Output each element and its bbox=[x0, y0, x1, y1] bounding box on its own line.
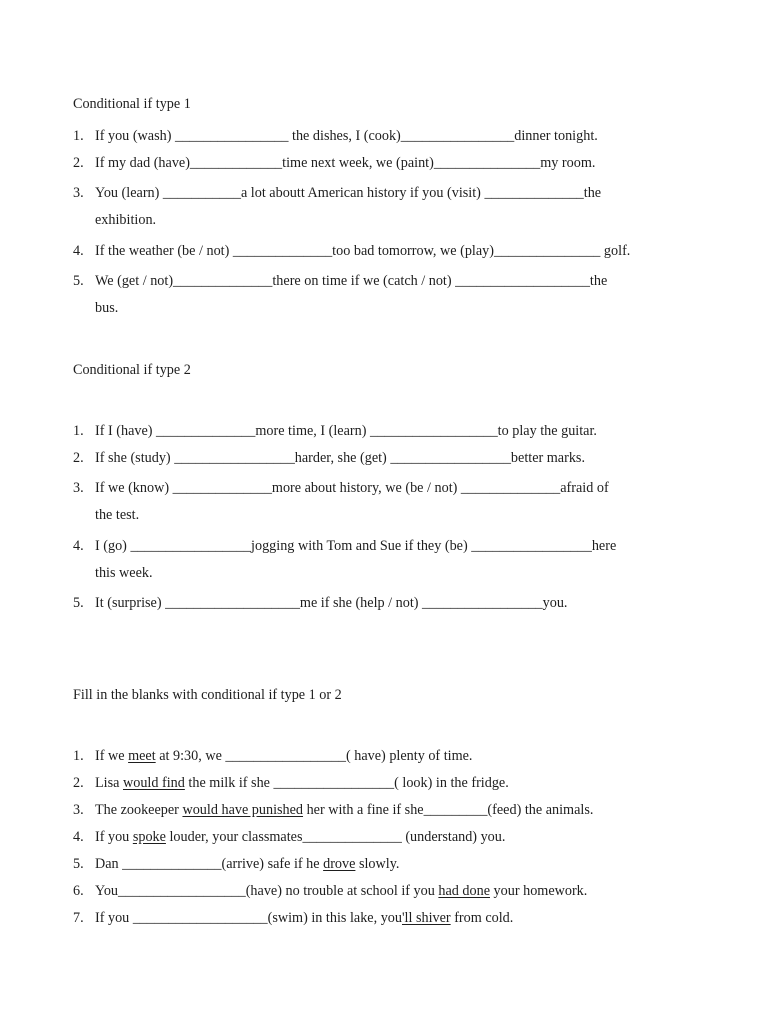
section-3-title: Fill in the blanks with conditional if type 1 or 2 bbox=[73, 687, 342, 703]
item-text-pre: The zookeeper bbox=[95, 802, 183, 818]
item-text: If my dad (have)_____________time next week, we (paint)_______________my room. bbox=[95, 155, 596, 171]
s2-item-2 bbox=[73, 450, 585, 467]
item-underlined-verb: drove bbox=[323, 856, 356, 872]
s1-item-3 bbox=[73, 185, 601, 202]
item-text-post: louder, your classmates______________ (understand) you. bbox=[165, 829, 506, 845]
item-underlined-verb: had done bbox=[438, 883, 490, 899]
item-underlined-verb: would find bbox=[122, 775, 185, 791]
item-number: 3. bbox=[73, 480, 84, 496]
item-underlined-verb: 'll shiver bbox=[401, 910, 451, 926]
item-number: 4. bbox=[73, 243, 84, 259]
s2-item-4 bbox=[73, 538, 616, 555]
s1-item-2 bbox=[73, 155, 595, 172]
s2-item-5 bbox=[73, 595, 567, 612]
item-number: 6. bbox=[73, 883, 84, 899]
s1-item-3-continuation: exhibition. bbox=[95, 212, 157, 228]
item-number: 2. bbox=[73, 450, 84, 466]
s2-item-4-continuation: this week. bbox=[95, 565, 153, 581]
item-text: If I (have) ______________more time, I (learn) __________________to play the guitar. bbox=[95, 423, 597, 439]
s3-item-3 bbox=[73, 802, 593, 819]
item-number: 5. bbox=[73, 856, 84, 872]
s1-item-1 bbox=[73, 128, 598, 145]
s1-item-5 bbox=[73, 273, 607, 290]
s3-item-7 bbox=[73, 910, 513, 927]
item-number: 2. bbox=[73, 775, 84, 791]
item-underlined-verb: meet bbox=[128, 748, 156, 764]
item-number: 1. bbox=[73, 423, 84, 439]
s3-item-6 bbox=[73, 883, 587, 900]
item-text-pre: If you ___________________(swim) in this lake, you bbox=[95, 910, 402, 926]
item-text-pre: Lisa bbox=[95, 775, 123, 791]
s2-item-1 bbox=[73, 423, 597, 440]
item-number: 3. bbox=[73, 185, 84, 201]
item-text-pre: Dan ______________(arrive) safe if he bbox=[95, 856, 324, 872]
item-number: 4. bbox=[73, 829, 84, 845]
s2-item-3 bbox=[73, 480, 609, 497]
item-text: If we (know) ______________more about history, we (be / not) ______________afraid of bbox=[95, 480, 609, 496]
item-text: I (go) _________________jogging with Tom and Sue if they (be) _________________here bbox=[95, 538, 617, 554]
item-text: If the weather (be / not) ______________too bad tomorrow, we (play)_______________ golf. bbox=[95, 243, 631, 259]
item-number: 7. bbox=[73, 910, 84, 926]
item-text-post: from cold. bbox=[450, 910, 514, 926]
item-number: 3. bbox=[73, 802, 84, 818]
s3-item-5 bbox=[73, 856, 399, 873]
item-number: 4. bbox=[73, 538, 84, 554]
item-text: You (learn) ___________a lot aboutt American history if you (visit) ______________the bbox=[95, 185, 602, 201]
item-text-pre: If we bbox=[95, 748, 129, 764]
s3-item-4 bbox=[73, 829, 505, 846]
item-number: 1. bbox=[73, 748, 84, 764]
s3-item-1 bbox=[73, 748, 472, 765]
s1-item-5-continuation: bus. bbox=[95, 300, 119, 316]
item-text: It (surprise) ___________________me if she (help / not) _________________you. bbox=[95, 595, 568, 611]
item-text-post: the milk if she _________________( look) in the fridge. bbox=[184, 775, 509, 791]
item-number: 2. bbox=[73, 155, 84, 171]
item-text: If she (study) _________________harder, she (get) _________________better marks. bbox=[95, 450, 585, 466]
item-underlined-verb: would have punished bbox=[182, 802, 304, 818]
item-text-post: your homework. bbox=[490, 883, 588, 899]
item-text-pre: If you bbox=[95, 829, 133, 845]
item-number: 5. bbox=[73, 273, 84, 289]
section-1-title: Conditional if type 1 bbox=[73, 96, 191, 112]
section-2-title: Conditional if type 2 bbox=[73, 362, 191, 378]
item-text-post: her with a fine if she_________(feed) the animals. bbox=[303, 802, 594, 818]
item-text-post: slowly. bbox=[355, 856, 400, 872]
item-number: 5. bbox=[73, 595, 84, 611]
item-number: 1. bbox=[73, 128, 84, 144]
item-text: If you (wash) ________________ the dishes, I (cook)________________dinner tonight. bbox=[95, 128, 598, 144]
item-text-pre: You__________________(have) no trouble at school if you bbox=[95, 883, 439, 899]
item-underlined-verb: spoke bbox=[132, 829, 166, 845]
item-text: We (get / not)______________there on time if we (catch / not) ___________________the bbox=[95, 273, 608, 289]
s1-item-4 bbox=[73, 243, 630, 260]
s2-item-3-continuation: the test. bbox=[95, 507, 140, 523]
s3-item-2 bbox=[73, 775, 509, 792]
item-text-post: at 9:30, we _________________( have) plenty of time. bbox=[155, 748, 473, 764]
